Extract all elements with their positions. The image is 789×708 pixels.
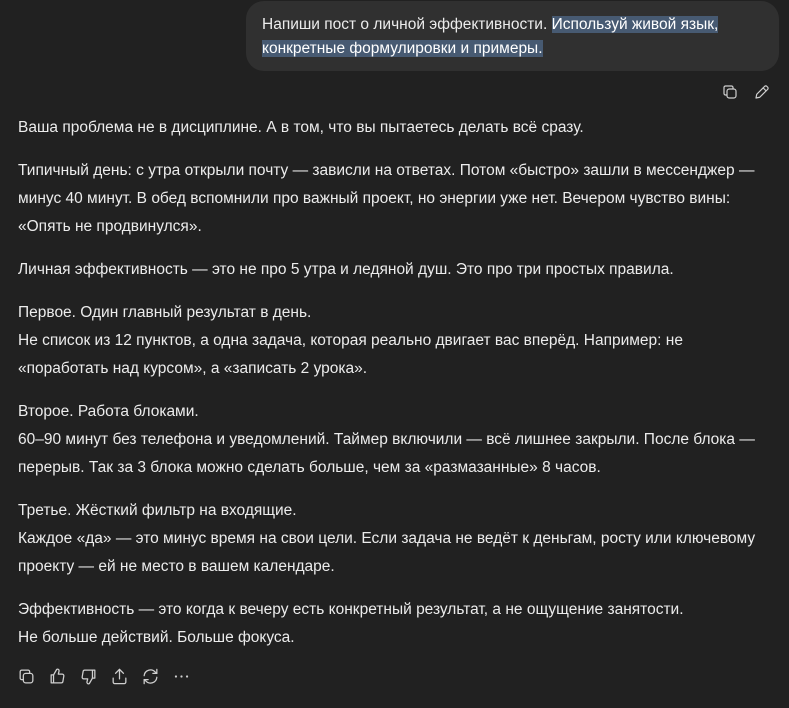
text-line: Не больше действий. Больше фокуса.	[18, 629, 295, 646]
thumbs-up-icon	[48, 667, 67, 686]
paragraph	[18, 596, 778, 652]
text-line: Второе. Работа блоками.	[18, 403, 199, 420]
paragraph	[18, 398, 778, 482]
text-line: «Опять не продвинулся».	[18, 218, 202, 235]
paragraph	[18, 299, 778, 383]
paragraph	[18, 497, 778, 581]
regenerate-button[interactable]	[140, 666, 160, 686]
share-button[interactable]	[109, 666, 129, 686]
selected-text-1: Используй живой язык,	[551, 16, 719, 33]
user-message-bubble	[246, 1, 779, 71]
text-line: проекту — ей не место в вашем календаре.	[18, 558, 335, 575]
regenerate-icon	[141, 667, 160, 686]
copy-message-button[interactable]	[720, 82, 740, 102]
text-line: Личная эффективность — это не про 5 утра и ледяной душ. Это про три простых правила.	[18, 261, 674, 278]
paragraph	[18, 157, 778, 241]
bad-response-button[interactable]	[78, 666, 98, 686]
text-line: Третье. Жёсткий фильтр на входящие.	[18, 502, 297, 519]
thumbs-down-icon	[79, 667, 98, 686]
copy-icon	[17, 667, 36, 686]
text-line: Первое. Один главный результат в день.	[18, 304, 312, 321]
more-options-button[interactable]	[171, 666, 191, 686]
text-line: Типичный день: с утра открыли почту — зависли на ответах. Потом «быстро» зашли в мессенджер —	[18, 162, 755, 179]
text-line: 60–90 минут без телефона и уведомлений. Таймер включили — всё лишнее закрыли. После блока —	[18, 431, 755, 448]
selected-text-2: конкретные формулировки и примеры.	[262, 40, 543, 57]
share-icon	[110, 667, 129, 686]
response-actions	[16, 666, 191, 686]
paragraph	[18, 114, 778, 142]
good-response-button[interactable]	[47, 666, 67, 686]
text-line: Эффективность — это когда к вечеру есть конкретный результат, а не ощущение занятости.	[18, 601, 684, 618]
text-line: Каждое «да» — это минус время на свои цели. Если задача не ведёт к деньгам, росту или ключевому	[18, 530, 756, 547]
text-line: перерыв. Так за 3 блока можно сделать больше, чем за «размазанные» 8 часов.	[18, 459, 601, 476]
edit-message-button[interactable]	[752, 82, 772, 102]
paragraph	[18, 256, 778, 284]
pencil-icon	[753, 83, 771, 101]
copy-response-button[interactable]	[16, 666, 36, 686]
text-line: Не список из 12 пунктов, а одна задача, которая реально двигает вас вперёд. Например: не	[18, 332, 683, 349]
user-message-actions	[720, 82, 772, 102]
assistant-response	[18, 114, 778, 667]
copy-icon	[721, 83, 739, 101]
text-line: минус 40 минут. В обед вспомнили про важный проект, но энергии уже нет. Вечером чувство вины:	[18, 190, 731, 207]
text-line: «поработать над курсом», а «записать 2 урока».	[18, 360, 368, 377]
text-line: Ваша проблема не в дисциплине. А в том, что вы пытаетесь делать всё сразу.	[18, 119, 584, 136]
user-message-text: Напиши пост о личной эффективности.	[262, 16, 552, 33]
more-icon	[172, 667, 191, 686]
